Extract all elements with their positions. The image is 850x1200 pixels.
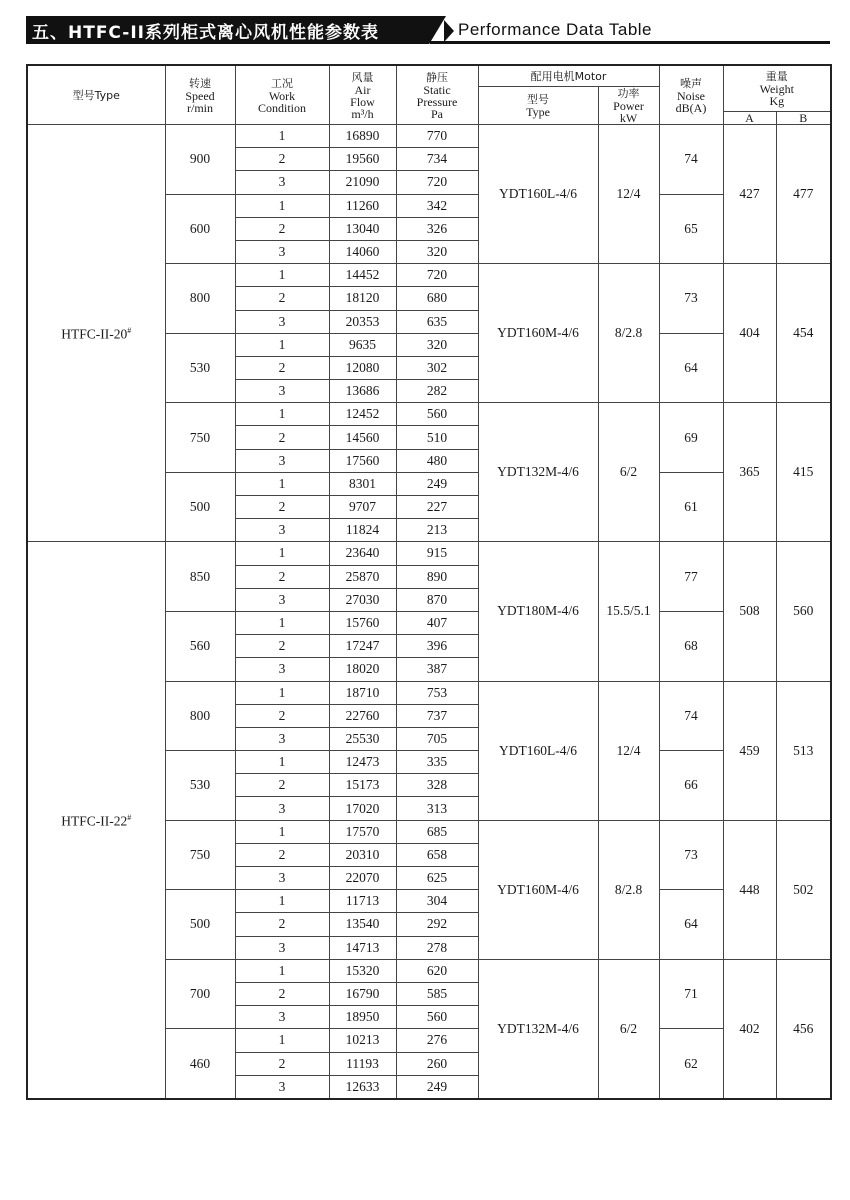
motor-power-cell: 6/2	[598, 959, 659, 1099]
header-weight: 重量 Weight Kg	[723, 65, 831, 112]
motor-power-cell: 12/4	[598, 125, 659, 264]
weight-a-cell: 508	[723, 542, 776, 681]
static-pressure-cell: 890	[396, 565, 478, 588]
noise-cell: 68	[659, 611, 723, 681]
noise-cell: 61	[659, 472, 723, 542]
air-flow-cell: 16890	[329, 125, 396, 148]
weight-b-cell: 502	[776, 820, 831, 959]
model-label: HTFC-II-20	[61, 326, 128, 342]
work-condition-cell: 1	[235, 472, 329, 495]
work-condition-cell: 3	[235, 519, 329, 542]
air-flow-cell: 14560	[329, 426, 396, 449]
static-pressure-cell: 685	[396, 820, 478, 843]
static-pressure-cell: 737	[396, 704, 478, 727]
static-pressure-cell: 328	[396, 774, 478, 797]
noise-cell: 69	[659, 403, 723, 473]
speed-cell: 800	[165, 681, 235, 751]
noise-cell: 77	[659, 542, 723, 612]
noise-cell: 74	[659, 125, 723, 195]
static-pressure-cell: 680	[396, 287, 478, 310]
model-name	[27, 125, 165, 542]
air-flow-cell: 18950	[329, 1006, 396, 1029]
noise-cell: 73	[659, 820, 723, 890]
air-flow-cell: 23640	[329, 542, 396, 565]
air-flow-cell: 17560	[329, 449, 396, 472]
air-flow-cell: 25870	[329, 565, 396, 588]
speed-cell: 800	[165, 264, 235, 334]
air-flow-cell: 18020	[329, 658, 396, 681]
weight-b-cell: 560	[776, 542, 831, 681]
motor-power-cell: 12/4	[598, 681, 659, 820]
page-title-en: Performance Data Table	[458, 20, 653, 39]
speed-cell: 530	[165, 751, 235, 821]
air-flow-cell: 10213	[329, 1029, 396, 1052]
work-condition-cell: 1	[235, 264, 329, 287]
title-underline	[430, 41, 830, 44]
speed-cell: 500	[165, 890, 235, 960]
static-pressure-cell: 770	[396, 125, 478, 148]
air-flow-cell: 14060	[329, 240, 396, 263]
work-condition-cell: 2	[235, 217, 329, 240]
work-condition-cell: 1	[235, 403, 329, 426]
static-pressure-cell: 213	[396, 519, 478, 542]
work-condition-cell: 1	[235, 751, 329, 774]
header-work-condition: 工况 Work Condition	[235, 65, 329, 125]
air-flow-cell: 18710	[329, 681, 396, 704]
static-pressure-cell: 326	[396, 217, 478, 240]
motor-type-cell: YDT180M-4/6	[478, 542, 598, 681]
static-pressure-cell: 560	[396, 403, 478, 426]
static-pressure-cell: 658	[396, 843, 478, 866]
header-static-pressure: 静压 Static Pressure Pa	[396, 65, 478, 125]
noise-cell: 73	[659, 264, 723, 334]
speed-cell: 900	[165, 125, 235, 195]
air-flow-cell: 9635	[329, 333, 396, 356]
air-flow-cell: 8301	[329, 472, 396, 495]
static-pressure-cell: 734	[396, 148, 478, 171]
work-condition-cell: 2	[235, 148, 329, 171]
work-condition-cell: 2	[235, 635, 329, 658]
work-condition-cell: 3	[235, 727, 329, 750]
model-name	[27, 542, 165, 1099]
air-flow-cell: 14452	[329, 264, 396, 287]
work-condition-cell: 3	[235, 936, 329, 959]
air-flow-cell: 12452	[329, 403, 396, 426]
static-pressure-cell: 282	[396, 380, 478, 403]
motor-power-cell: 15.5/5.1	[598, 542, 659, 681]
air-flow-cell: 17020	[329, 797, 396, 820]
static-pressure-cell: 625	[396, 867, 478, 890]
header-motor: 配用电机Motor	[478, 65, 659, 87]
air-flow-cell: 19560	[329, 148, 396, 171]
air-flow-cell: 14713	[329, 936, 396, 959]
work-condition-cell: 1	[235, 333, 329, 356]
air-flow-cell: 11193	[329, 1052, 396, 1075]
speed-cell: 850	[165, 542, 235, 612]
air-flow-cell: 21090	[329, 171, 396, 194]
static-pressure-cell: 407	[396, 611, 478, 634]
performance-table	[26, 64, 832, 1100]
static-pressure-cell: 915	[396, 542, 478, 565]
motor-power-cell: 8/2.8	[598, 820, 659, 959]
air-flow-cell: 27030	[329, 588, 396, 611]
static-pressure-cell: 278	[396, 936, 478, 959]
air-flow-cell: 16790	[329, 982, 396, 1005]
work-condition-cell: 1	[235, 890, 329, 913]
noise-cell: 64	[659, 333, 723, 403]
air-flow-cell: 20353	[329, 310, 396, 333]
work-condition-cell: 2	[235, 287, 329, 310]
air-flow-cell: 13540	[329, 913, 396, 936]
header-weight-b: B	[776, 112, 831, 125]
air-flow-cell: 15320	[329, 959, 396, 982]
static-pressure-cell: 396	[396, 635, 478, 658]
air-flow-cell: 25530	[329, 727, 396, 750]
table-row	[27, 125, 831, 148]
air-flow-cell: 13686	[329, 380, 396, 403]
static-pressure-cell: 260	[396, 1052, 478, 1075]
work-condition-cell: 3	[235, 380, 329, 403]
work-condition-cell: 1	[235, 611, 329, 634]
static-pressure-cell: 249	[396, 472, 478, 495]
static-pressure-cell: 720	[396, 171, 478, 194]
work-condition-cell: 3	[235, 171, 329, 194]
air-flow-cell: 18120	[329, 287, 396, 310]
air-flow-cell: 12080	[329, 356, 396, 379]
static-pressure-cell: 705	[396, 727, 478, 750]
static-pressure-cell: 480	[396, 449, 478, 472]
air-flow-cell: 13040	[329, 217, 396, 240]
speed-cell: 750	[165, 820, 235, 890]
weight-a-cell: 365	[723, 403, 776, 542]
table-row	[27, 542, 831, 565]
static-pressure-cell: 870	[396, 588, 478, 611]
motor-type-cell: YDT132M-4/6	[478, 959, 598, 1099]
noise-cell: 64	[659, 890, 723, 960]
work-condition-cell: 3	[235, 588, 329, 611]
title-arrow	[444, 20, 454, 42]
work-condition-cell: 3	[235, 449, 329, 472]
air-flow-cell: 15760	[329, 611, 396, 634]
weight-b-cell: 477	[776, 125, 831, 264]
title-bar	[26, 14, 830, 46]
air-flow-cell: 22760	[329, 704, 396, 727]
air-flow-cell: 11260	[329, 194, 396, 217]
motor-power-cell: 6/2	[598, 403, 659, 542]
static-pressure-cell: 302	[396, 356, 478, 379]
work-condition-cell: 3	[235, 240, 329, 263]
model-label: HTFC-II-22	[61, 813, 128, 829]
work-condition-cell: 3	[235, 1075, 329, 1099]
work-condition-cell: 1	[235, 820, 329, 843]
static-pressure-cell: 620	[396, 959, 478, 982]
speed-cell: 530	[165, 333, 235, 403]
work-condition-cell: 2	[235, 426, 329, 449]
noise-cell: 66	[659, 751, 723, 821]
header-speed: 转速 Speed r/min	[165, 65, 235, 125]
work-condition-cell: 2	[235, 496, 329, 519]
static-pressure-cell: 387	[396, 658, 478, 681]
static-pressure-cell: 753	[396, 681, 478, 704]
model-mark: #	[127, 326, 132, 336]
speed-cell: 460	[165, 1029, 235, 1099]
speed-cell: 560	[165, 611, 235, 681]
air-flow-cell: 22070	[329, 867, 396, 890]
static-pressure-cell: 227	[396, 496, 478, 519]
weight-a-cell: 404	[723, 264, 776, 403]
weight-b-cell: 415	[776, 403, 831, 542]
work-condition-cell: 1	[235, 542, 329, 565]
static-pressure-cell: 585	[396, 982, 478, 1005]
air-flow-cell: 17247	[329, 635, 396, 658]
static-pressure-cell: 320	[396, 333, 478, 356]
weight-b-cell: 454	[776, 264, 831, 403]
weight-a-cell: 448	[723, 820, 776, 959]
model-mark: #	[127, 813, 132, 823]
motor-type-cell: YDT160M-4/6	[478, 820, 598, 959]
work-condition-cell: 1	[235, 681, 329, 704]
static-pressure-cell: 304	[396, 890, 478, 913]
speed-cell: 750	[165, 403, 235, 473]
speed-cell: 500	[165, 472, 235, 542]
static-pressure-cell: 276	[396, 1029, 478, 1052]
work-condition-cell: 1	[235, 125, 329, 148]
header-type: 型号Type	[27, 65, 165, 125]
table-body	[27, 125, 831, 1099]
header-power: 功率 Power kW	[598, 87, 659, 125]
header-air-flow: 风量 Air Flow m³/h	[329, 65, 396, 125]
work-condition-cell: 3	[235, 1006, 329, 1029]
motor-type-cell: YDT132M-4/6	[478, 403, 598, 542]
work-condition-cell: 2	[235, 565, 329, 588]
work-condition-cell: 2	[235, 704, 329, 727]
noise-cell: 65	[659, 194, 723, 264]
speed-cell: 700	[165, 959, 235, 1029]
air-flow-cell: 9707	[329, 496, 396, 519]
noise-cell: 74	[659, 681, 723, 751]
work-condition-cell: 2	[235, 982, 329, 1005]
air-flow-cell: 11713	[329, 890, 396, 913]
weight-b-cell: 456	[776, 959, 831, 1099]
air-flow-cell: 12633	[329, 1075, 396, 1099]
air-flow-cell: 12473	[329, 751, 396, 774]
work-condition-cell: 2	[235, 356, 329, 379]
work-condition-cell: 1	[235, 1029, 329, 1052]
air-flow-cell: 15173	[329, 774, 396, 797]
motor-type-cell: YDT160L-4/6	[478, 125, 598, 264]
work-condition-cell: 2	[235, 774, 329, 797]
work-condition-cell: 1	[235, 959, 329, 982]
header-motor-type: 型号 Type	[478, 87, 598, 125]
weight-a-cell: 402	[723, 959, 776, 1099]
speed-cell: 600	[165, 194, 235, 264]
static-pressure-cell: 249	[396, 1075, 478, 1099]
static-pressure-cell: 720	[396, 264, 478, 287]
work-condition-cell: 1	[235, 194, 329, 217]
static-pressure-cell: 635	[396, 310, 478, 333]
work-condition-cell: 3	[235, 867, 329, 890]
work-condition-cell: 3	[235, 797, 329, 820]
motor-type-cell: YDT160L-4/6	[478, 681, 598, 820]
air-flow-cell: 11824	[329, 519, 396, 542]
work-condition-cell: 2	[235, 843, 329, 866]
work-condition-cell: 2	[235, 1052, 329, 1075]
air-flow-cell: 20310	[329, 843, 396, 866]
static-pressure-cell: 313	[396, 797, 478, 820]
work-condition-cell: 2	[235, 913, 329, 936]
static-pressure-cell: 320	[396, 240, 478, 263]
weight-a-cell: 427	[723, 125, 776, 264]
header-weight-a: A	[723, 112, 776, 125]
work-condition-cell: 3	[235, 310, 329, 333]
noise-cell: 71	[659, 959, 723, 1029]
static-pressure-cell: 335	[396, 751, 478, 774]
weight-a-cell: 459	[723, 681, 776, 820]
static-pressure-cell: 342	[396, 194, 478, 217]
static-pressure-cell: 510	[396, 426, 478, 449]
page-title-cn: 五、HTFC-II系列柜式离心风机性能参数表	[32, 23, 380, 43]
header-noise: 噪声 Noise dB(A)	[659, 65, 723, 125]
static-pressure-cell: 560	[396, 1006, 478, 1029]
work-condition-cell: 3	[235, 658, 329, 681]
motor-type-cell: YDT160M-4/6	[478, 264, 598, 403]
noise-cell: 62	[659, 1029, 723, 1099]
air-flow-cell: 17570	[329, 820, 396, 843]
motor-power-cell: 8/2.8	[598, 264, 659, 403]
static-pressure-cell: 292	[396, 913, 478, 936]
weight-b-cell: 513	[776, 681, 831, 820]
